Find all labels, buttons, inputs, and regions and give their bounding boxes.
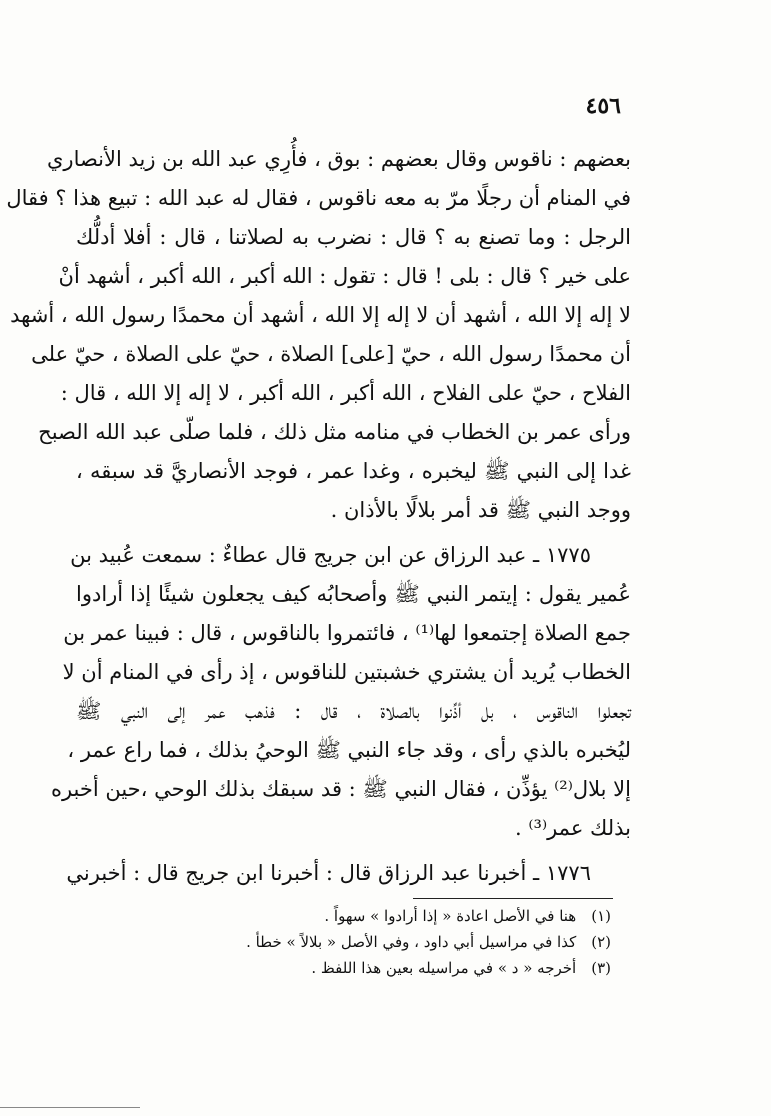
text-line: الفلاح ، حيّ على الفلاح ، الله أكبر ، الله أكبر ، لا إله إلا الله ، قال : (60, 381, 631, 405)
hadith-heading-line: ١٧٧٦ ـ أخبرنا عبد الرزاق قال : أخبرنا ابن جريج قال : أخبرني (66, 861, 591, 885)
footnote-text: أخرجه « د » في مراسيله بعين هذا اللفظ . (311, 959, 577, 977)
text-line: في المنام أن رجلًا مرّ به معه ناقوس ، فقال له عبد الله : تبيع هذا ؟ فقال (6, 186, 631, 210)
footnote-number: (١) (591, 907, 611, 925)
text-line: بعضهم : ناقوس وقال بعضهم : بوق ، فأُرِي عبد الله بن زيد الأنصاري (46, 147, 631, 171)
text-line: بذلك عمر⁽³⁾ . (515, 816, 631, 840)
footnote-text: كذا في مراسيل أبي داود ، وفي الأصل « بلالاً » خطأ . (246, 933, 577, 951)
hadith-heading-line: ١٧٧٥ ـ عبد الرزاق عن ابن جريج قال عطاءٌ : سمعت عُبيد بن (70, 543, 591, 567)
main-text (6, 140, 631, 893)
text-line: ورأى عمر بن الخطاب في منامه مثل ذلك ، فلما صلّى عبد الله الصبح (38, 420, 631, 444)
footnote-text: هنا في الأصل اعادة « إذا أرادوا » سهواً . (324, 907, 577, 925)
text-line: لا إله إلا الله ، أشهد أن لا إله إلا الله ، أشهد أن محمدًا رسول الله ، أشهد (10, 303, 631, 327)
text-line: ووجد النبي ﷺ قد أمر بلالًا بالأذان . (330, 498, 631, 522)
text-line: تجعلوا الناقوس ، بل أذِّنوا بالصلاة ، قال : فذهب عمر إلى النبي ﷺ (76, 699, 631, 723)
footnote (141, 903, 611, 929)
text-line: جمع الصلاة إجتمعوا لها⁽¹⁾ ، فائتمروا بالناقوس ، قال : فبينا عمر بن (63, 621, 631, 645)
footnote-separator (413, 898, 613, 899)
text-line: الخطاب يُريد أن يشتري خشبتين للناقوس ، إذ رأى في المنام أن لا (62, 660, 631, 684)
text-line: إلا بلال⁽²⁾ يؤذِّن ، فقال النبي ﷺ : قد سبقك بذلك الوحي ،حين أخبره (50, 777, 631, 801)
page-number: ٤٥٦ (585, 93, 621, 119)
text-line: ليُخبره بالذي رأى ، وقد جاء النبي ﷺ الوحيُ بذلك ، فما راع عمر ، (67, 738, 631, 762)
scan-edge-line (0, 1107, 140, 1108)
text-line: عُمير يقول : إيتمر النبي ﷺ وأصحابُه كيف يجعلون شيئًا إذا أرادوا (76, 582, 631, 606)
footnote-number: (٢) (591, 933, 611, 951)
text-line: أن محمدًا رسول الله ، حيّ [على] الصلاة ، حيّ على الصلاة ، حيّ على (31, 342, 631, 366)
footnotes (141, 903, 611, 981)
text-line: على خير ؟ قال : بلى ! قال : تقول : الله أكبر ، الله أكبر ، أشهد أنْ (58, 264, 631, 288)
text-line: الرجل : وما تصنع به ؟ قال : نضرب به لصلاتنا ، قال : أفلا أدلُّك (76, 225, 631, 249)
footnote-number: (٣) (591, 959, 611, 977)
footnote (141, 929, 611, 955)
text-line: غدا إلى النبي ﷺ ليخبره ، وغدا عمر ، فوجد الأنصاريَّ قد سبقه ، (76, 459, 631, 483)
footnote (141, 955, 611, 981)
